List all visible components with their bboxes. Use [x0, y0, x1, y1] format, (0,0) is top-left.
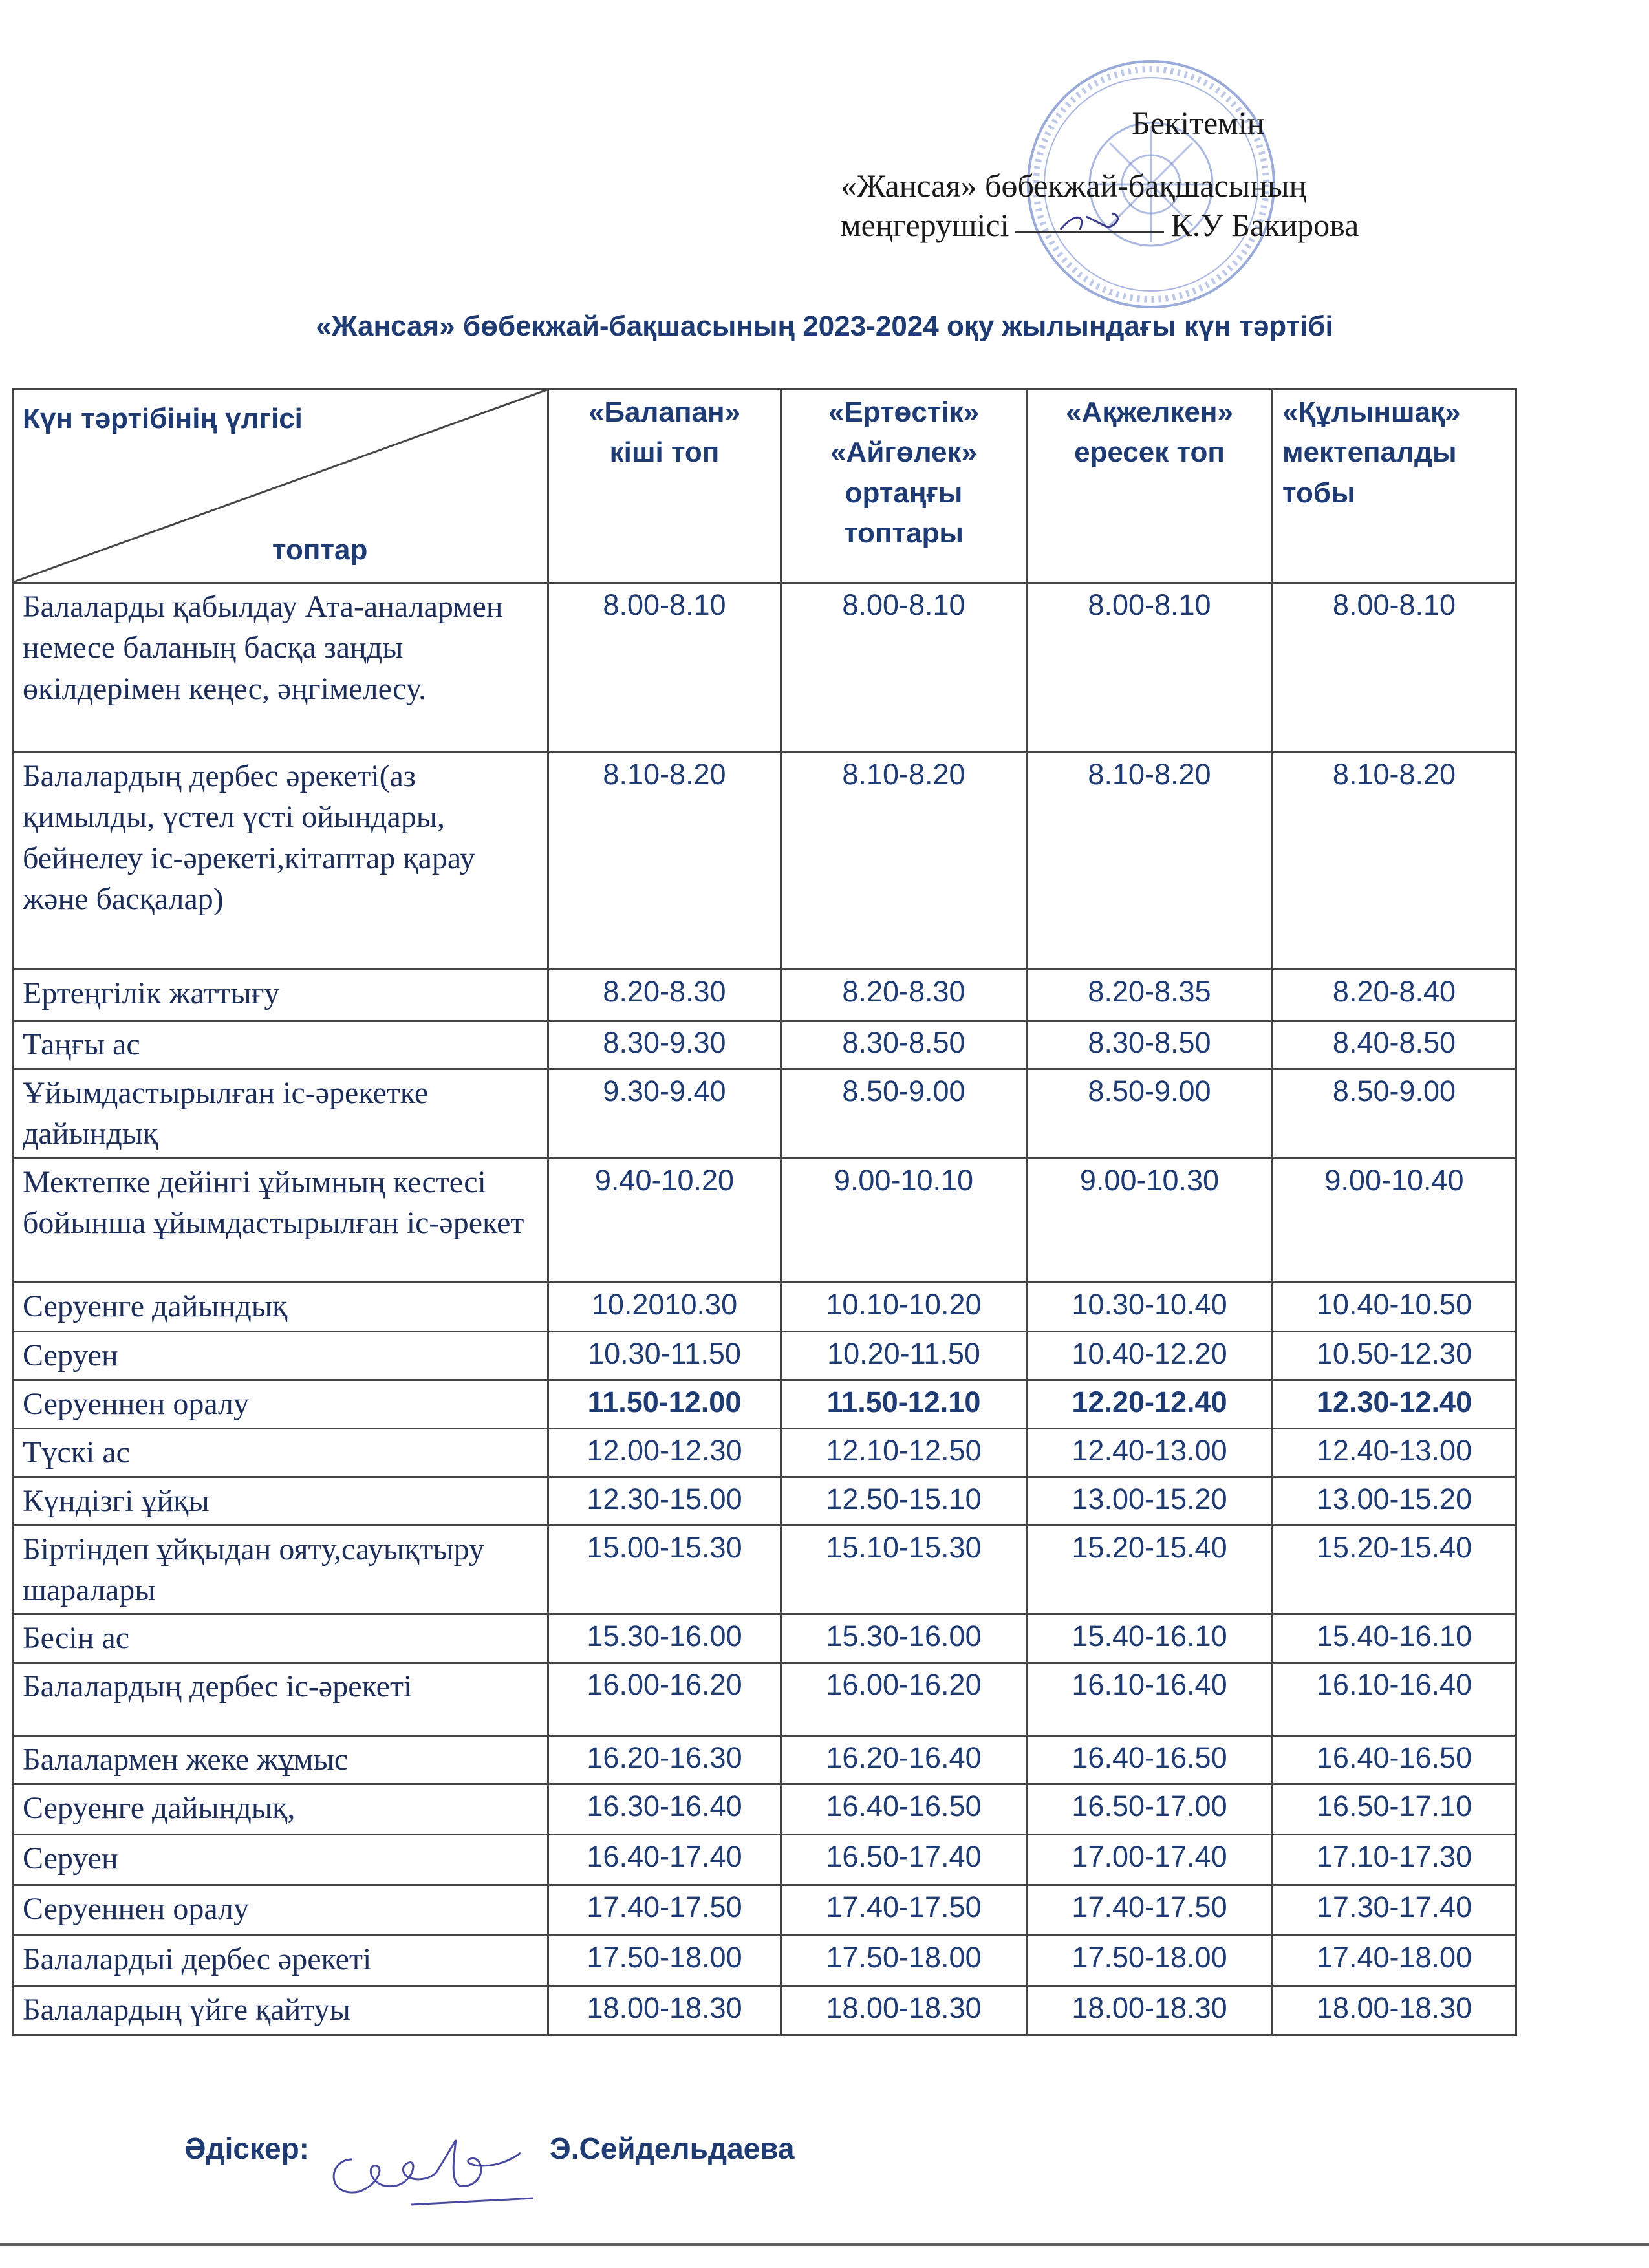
table-row: [13, 1069, 1516, 1159]
group-type: кіші топ: [609, 436, 720, 469]
methodist-label: Әдіскер:: [184, 2132, 309, 2165]
table-row: [13, 1835, 1516, 1885]
activity-cell: Мектепке дейінгі ұйымның кестесі бойынша ұйымдастырылған іс-әрекет: [13, 1158, 548, 1282]
time-cell: 17.10-17.30: [1273, 1835, 1516, 1885]
corner-header-cell: [13, 389, 548, 583]
time-cell: 16.00-16.20: [548, 1663, 781, 1736]
activity-cell: Балалардыі дербес әрекеті: [13, 1936, 548, 1986]
time-cell: 11.50-12.10: [781, 1380, 1027, 1428]
time-cell: 15.40-16.10: [1027, 1614, 1273, 1663]
time-cell: 17.40-17.50: [1027, 1885, 1273, 1936]
approval-role: меңгерушісі: [841, 207, 1009, 243]
time-cell: 8.20-8.30: [548, 970, 781, 1021]
group-type: ортаңғы: [845, 476, 963, 509]
table-row: [13, 970, 1516, 1021]
table-header-row: [13, 389, 1516, 583]
time-cell: 8.30-8.50: [781, 1021, 1027, 1069]
time-cell: 8.00-8.10: [781, 583, 1027, 753]
group-name: «Ертөстік»: [828, 396, 980, 428]
table-row: [13, 1525, 1516, 1614]
group-header-akzhelken: [1027, 389, 1273, 583]
group-name: «Ақжелкен»: [1066, 396, 1233, 428]
time-cell: 13.00-15.20: [1273, 1477, 1516, 1525]
time-cell: 17.50-18.00: [1027, 1936, 1273, 1986]
group-name: «Айгөлек»: [830, 436, 977, 469]
time-cell: 16.40-17.40: [548, 1835, 781, 1885]
activity-cell: Біртіндеп ұйқыдан ояту,сауықтыру шаралары: [13, 1525, 548, 1614]
methodist-name: Э.Сейдельдаева: [550, 2132, 795, 2165]
time-cell: 17.40-18.00: [1273, 1936, 1516, 1986]
time-cell: 10.20-11.50: [781, 1331, 1027, 1380]
time-cell: 16.40-16.50: [781, 1784, 1027, 1835]
table-row: [13, 1331, 1516, 1380]
page-title: «Жансая» бөбекжай-бақшасының 2023-2024 оқу жылындағы күн тәртібі: [316, 310, 1333, 342]
activity-cell: Серуенге дайындық: [13, 1282, 548, 1331]
time-cell: 16.40-16.50: [1273, 1736, 1516, 1784]
activity-cell: Балалардың дербес әрекеті(аз қимылды, үстел үсті ойындары, бейнелеу іс-әрекеті,кітаптар қарау және басқалар): [13, 753, 548, 970]
time-cell: 16.10-16.40: [1027, 1663, 1273, 1736]
footer-signature-block: [184, 2127, 1154, 2218]
time-cell: 15.30-16.00: [781, 1614, 1027, 1663]
time-cell: 15.20-15.40: [1027, 1525, 1273, 1614]
time-cell: 8.20-8.40: [1273, 970, 1516, 1021]
group-type: мектепалды: [1282, 436, 1457, 469]
schedule-table: [12, 388, 1517, 2036]
activity-cell: Күндізгі ұйқы: [13, 1477, 548, 1525]
group-name: «Құлыншақ»: [1282, 396, 1461, 428]
time-cell: 16.10-16.40: [1273, 1663, 1516, 1736]
time-cell: 8.30-9.30: [548, 1021, 781, 1069]
director-signature: [1015, 206, 1164, 233]
time-cell: 12.20-12.40: [1027, 1380, 1273, 1428]
time-cell: 8.50-9.00: [781, 1069, 1027, 1159]
time-cell: 9.00-10.40: [1273, 1158, 1516, 1282]
time-cell: 16.20-16.40: [781, 1736, 1027, 1784]
time-cell: 8.50-9.00: [1027, 1069, 1273, 1159]
corner-top-label: Күн тәртібінің үлгісі: [23, 403, 303, 434]
time-cell: 17.40-17.50: [781, 1885, 1027, 1936]
table-row: [13, 1736, 1516, 1784]
time-cell: 10.2010.30: [548, 1282, 781, 1331]
time-cell: 16.30-16.40: [548, 1784, 781, 1835]
time-cell: 9.00-10.10: [781, 1158, 1027, 1282]
time-cell: 11.50-12.00: [548, 1380, 781, 1428]
time-cell: 15.20-15.40: [1273, 1525, 1516, 1614]
group-header-ertostik: [781, 389, 1027, 583]
time-cell: 8.20-8.35: [1027, 970, 1273, 1021]
time-cell: 12.50-15.10: [781, 1477, 1027, 1525]
approval-signatory: [841, 206, 1500, 245]
time-cell: 17.50-18.00: [781, 1936, 1027, 1986]
time-cell: 10.30-10.40: [1027, 1282, 1273, 1331]
time-cell: 18.00-18.30: [781, 1986, 1027, 2035]
time-cell: 8.40-8.50: [1273, 1021, 1516, 1069]
activity-cell: Балалардың дербес іс-әрекеті: [13, 1663, 548, 1736]
time-cell: 18.00-18.30: [1273, 1986, 1516, 2035]
time-cell: 15.00-15.30: [548, 1525, 781, 1614]
time-cell: 10.30-11.50: [548, 1331, 781, 1380]
time-cell: 17.00-17.40: [1027, 1835, 1273, 1885]
activity-cell: Балалардың үйге қайтуы: [13, 1986, 548, 2035]
activity-cell: Бесін ас: [13, 1614, 548, 1663]
time-cell: 12.00-12.30: [548, 1428, 781, 1477]
table-row: [13, 1021, 1516, 1069]
time-cell: 10.50-12.30: [1273, 1331, 1516, 1380]
table-row: [13, 1936, 1516, 1986]
activity-cell: Балалармен жеке жұмыс: [13, 1736, 548, 1784]
time-cell: 9.30-9.40: [548, 1069, 781, 1159]
time-cell: 12.40-13.00: [1273, 1428, 1516, 1477]
time-cell: 10.40-10.50: [1273, 1282, 1516, 1331]
activity-cell: Таңғы ас: [13, 1021, 548, 1069]
table-row: [13, 753, 1516, 970]
group-name: «Балапан»: [588, 396, 741, 428]
table-row: [13, 1380, 1516, 1428]
time-cell: 16.50-17.00: [1027, 1784, 1273, 1835]
activity-cell: Серуеннен оралу: [13, 1885, 548, 1936]
methodist-signature: [314, 2114, 546, 2218]
activity-cell: Түскі ас: [13, 1428, 548, 1477]
approval-heading: Бекітемін: [1132, 105, 1265, 141]
corner-bottom-label: топтар: [272, 533, 368, 566]
table-row: [13, 1477, 1516, 1525]
time-cell: 16.40-16.50: [1027, 1736, 1273, 1784]
group-type: ересек топ: [1074, 436, 1225, 469]
time-cell: 18.00-18.30: [1027, 1986, 1273, 2035]
time-cell: 16.00-16.20: [781, 1663, 1027, 1736]
table-row: [13, 583, 1516, 753]
time-cell: 10.40-12.20: [1027, 1331, 1273, 1380]
time-cell: 9.00-10.30: [1027, 1158, 1273, 1282]
time-cell: 8.50-9.00: [1273, 1069, 1516, 1159]
activity-cell: Серуен: [13, 1331, 548, 1380]
table-row: [13, 1282, 1516, 1331]
table-row: [13, 1784, 1516, 1835]
time-cell: 8.10-8.20: [1273, 753, 1516, 970]
time-cell: 16.50-17.40: [781, 1835, 1027, 1885]
time-cell: 8.00-8.10: [548, 583, 781, 753]
activity-cell: Серуенге дайындық,: [13, 1784, 548, 1835]
schedule-body: [13, 583, 1516, 2035]
time-cell: 8.10-8.20: [548, 753, 781, 970]
time-cell: 17.50-18.00: [548, 1936, 781, 1986]
time-cell: 12.30-15.00: [548, 1477, 781, 1525]
table-row: [13, 1428, 1516, 1477]
time-cell: 8.30-8.50: [1027, 1021, 1273, 1069]
table-row: [13, 1158, 1516, 1282]
table-row: [13, 1663, 1516, 1736]
time-cell: 16.50-17.10: [1273, 1784, 1516, 1835]
time-cell: 15.30-16.00: [548, 1614, 781, 1663]
time-cell: 13.00-15.20: [1027, 1477, 1273, 1525]
time-cell: 10.10-10.20: [781, 1282, 1027, 1331]
activity-cell: Ұйымдастырылған іс-әрекетке дайындық: [13, 1069, 548, 1159]
scan-edge-divider: [0, 2243, 1649, 2246]
group-header-kulynshak: [1273, 389, 1516, 583]
table-row: [13, 1885, 1516, 1936]
approval-name: К.У Бакирова: [1170, 207, 1359, 243]
group-type: топтары: [844, 517, 964, 550]
time-cell: 17.40-17.50: [548, 1885, 781, 1936]
time-cell: 12.40-13.00: [1027, 1428, 1273, 1477]
activity-cell: Серуен: [13, 1835, 548, 1885]
time-cell: 8.20-8.30: [781, 970, 1027, 1021]
activity-cell: Серуеннен оралу: [13, 1380, 548, 1428]
approval-org: «Жансая» бөбекжай-бақшасының: [841, 167, 1307, 204]
time-cell: 9.40-10.20: [548, 1158, 781, 1282]
approval-block: [841, 103, 1500, 245]
time-cell: 8.00-8.10: [1027, 583, 1273, 753]
time-cell: 18.00-18.30: [548, 1986, 781, 2035]
activity-cell: Ертеңгілік жаттығу: [13, 970, 548, 1021]
group-header-balapan: [548, 389, 781, 583]
time-cell: 8.00-8.10: [1273, 583, 1516, 753]
table-row: [13, 1986, 1516, 2035]
time-cell: 8.10-8.20: [1027, 753, 1273, 970]
time-cell: 16.20-16.30: [548, 1736, 781, 1784]
table-row: [13, 1614, 1516, 1663]
group-type: тобы: [1282, 476, 1355, 509]
time-cell: 17.30-17.40: [1273, 1885, 1516, 1936]
time-cell: 15.40-16.10: [1273, 1614, 1516, 1663]
activity-cell: Балаларды қабылдау Ата-аналармен немесе баланың басқа заңды өкілдерімен кеңес, әңгімелесу.: [13, 583, 548, 753]
time-cell: 15.10-15.30: [781, 1525, 1027, 1614]
time-cell: 12.30-12.40: [1273, 1380, 1516, 1428]
time-cell: 12.10-12.50: [781, 1428, 1027, 1477]
time-cell: 8.10-8.20: [781, 753, 1027, 970]
